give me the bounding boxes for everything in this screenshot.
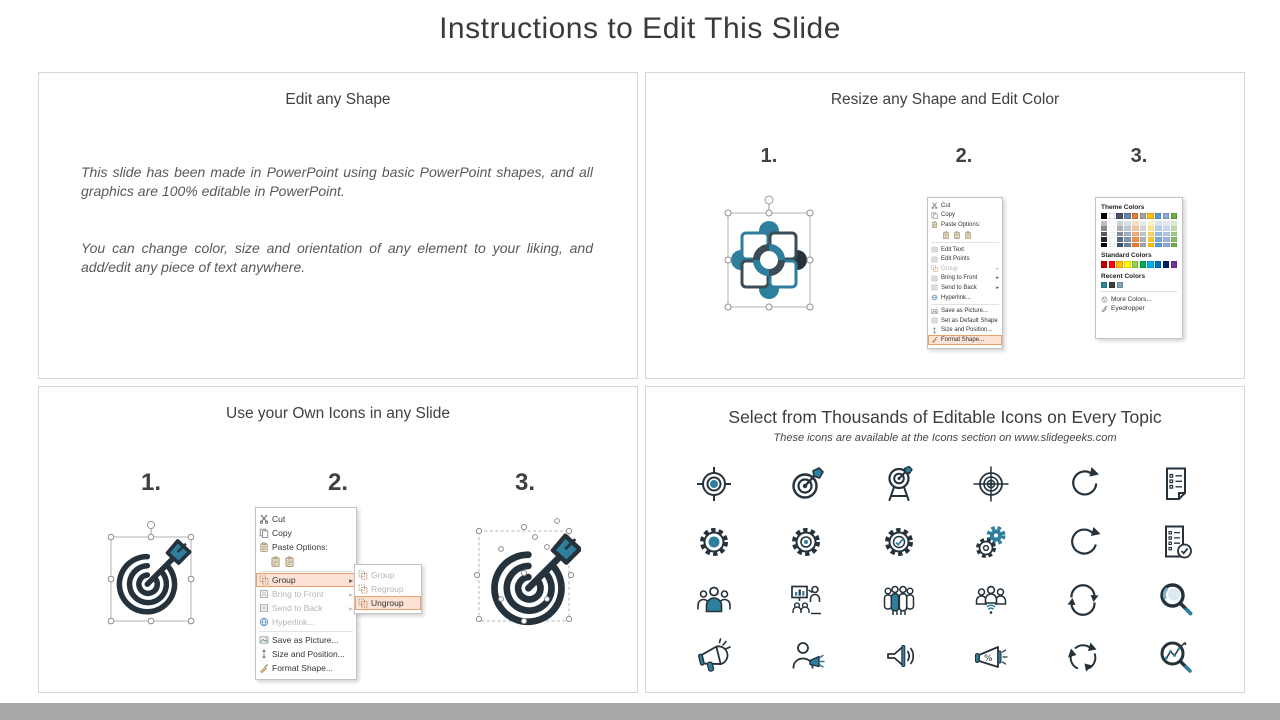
library-icon-cell[interactable] (1037, 513, 1129, 571)
color-swatch[interactable] (1132, 261, 1138, 267)
library-icon-cell[interactable] (760, 513, 852, 571)
menu-item-edit-points[interactable]: Edit Points (928, 254, 1002, 264)
copy-icon (259, 528, 269, 538)
recent-color-row (1101, 282, 1177, 288)
menu-separator (931, 304, 999, 305)
color-swatch[interactable] (1155, 261, 1161, 267)
megaphone-offer-icon (971, 638, 1011, 678)
library-icon-cell[interactable] (853, 629, 945, 687)
standard-color-row (1101, 261, 1177, 267)
size-position-icon (259, 649, 269, 659)
color-swatch[interactable] (1116, 213, 1122, 219)
step-number-1: 1. (140, 469, 162, 496)
menu-item-cut[interactable]: Cut (928, 201, 1002, 211)
submenu-arrow-icon: ▸ (996, 275, 999, 282)
clipboard-icon (931, 221, 938, 228)
slide-edge-strip (0, 703, 1280, 720)
menu-item-hyperlink[interactable]: Hyperlink... (928, 293, 1002, 303)
gear-solid-core-icon (694, 522, 734, 562)
person-megaphone-icon (786, 638, 826, 678)
group-icon (259, 575, 269, 585)
picture-icon (931, 308, 938, 315)
menu-item-copy[interactable]: Copy (256, 526, 356, 540)
library-icon-cell[interactable] (945, 571, 1037, 629)
selected-shape-preview (714, 191, 824, 321)
color-swatch[interactable] (1124, 261, 1130, 267)
color-swatch[interactable] (1109, 261, 1115, 267)
color-swatch[interactable] (1132, 213, 1138, 219)
library-icon-cell[interactable] (668, 513, 760, 571)
team-discussion-icon (971, 580, 1011, 620)
recent-colors-label: Recent Colors (1101, 272, 1146, 280)
shape-context-menu (927, 197, 1003, 349)
magnifier-icon (1156, 580, 1196, 620)
rotation-handle[interactable] (147, 521, 154, 528)
color-swatch[interactable] (1109, 213, 1115, 219)
more-colors-item[interactable]: More Colors... (1101, 295, 1177, 304)
panel-heading: Resize any Shape and Edit Color (830, 91, 1060, 108)
color-swatch[interactable] (1116, 261, 1122, 267)
send-back-icon (931, 284, 938, 291)
menu-item-send-to-back[interactable]: Send to Back ▸ (256, 601, 356, 615)
magnifier-analytics-icon (1156, 638, 1196, 678)
document-checklist-icon (1156, 464, 1196, 504)
color-swatch[interactable] (1163, 261, 1169, 267)
bring-front-icon (259, 589, 269, 599)
megaphone-announce-icon (694, 638, 734, 678)
library-icon-cell[interactable] (853, 571, 945, 629)
paste-keep-source-icon[interactable] (270, 556, 281, 567)
submenu-item-group[interactable]: Group (355, 568, 421, 582)
menu-separator (931, 242, 999, 243)
menu-item-save-as-picture[interactable]: Save as Picture... (928, 306, 1002, 316)
group-icon (931, 265, 938, 272)
menu-item-bring-to-front[interactable]: Bring to Front ▸ (928, 274, 1002, 284)
color-swatch[interactable] (1101, 213, 1107, 219)
library-icon-cell[interactable] (853, 455, 945, 513)
sync-arrows-icon (1063, 580, 1103, 620)
color-swatch[interactable] (1171, 213, 1177, 219)
color-swatch[interactable] (1124, 213, 1130, 219)
panel-subtitle: These icons are available at the Icons section on www.slidegeeks.com (773, 432, 1117, 444)
color-swatch[interactable] (1101, 282, 1107, 288)
submenu-arrow-icon: ▸ (996, 265, 999, 272)
menu-item-hyperlink[interactable]: Hyperlink... (256, 615, 356, 629)
submenu-item-regroup[interactable]: Regroup (355, 582, 421, 596)
menu-separator (259, 571, 353, 572)
library-icon-cell[interactable] (668, 455, 760, 513)
library-icon-cell[interactable] (1037, 455, 1129, 513)
menu-item-format-shape[interactable]: Format Shape... (928, 335, 1002, 345)
paste-keep-source-icon[interactable] (942, 231, 950, 239)
library-icon-cell[interactable] (1130, 629, 1222, 687)
menu-item-cut[interactable]: Cut (256, 512, 356, 526)
step-number-2: 2. (955, 145, 973, 167)
submenu-item-ungroup[interactable]: Ungroup (355, 596, 421, 610)
regroup-icon (358, 584, 368, 594)
cut-icon (931, 202, 938, 209)
library-icon-cell[interactable] (1037, 629, 1129, 687)
icon-context-menu (255, 507, 404, 680)
arrow-rotate-right-icon (1063, 464, 1103, 504)
menu-item-format-shape[interactable]: Format Shape... (256, 661, 356, 675)
format-shape-icon (931, 336, 938, 343)
color-swatch[interactable] (1155, 213, 1161, 219)
paste-picture-icon[interactable] (964, 231, 972, 239)
color-swatch[interactable] (1163, 213, 1169, 219)
library-icon-cell[interactable] (945, 455, 1037, 513)
submenu-arrow-icon: ▸ (349, 603, 353, 613)
menu-item-set-default-shape[interactable]: Set as Default Shape (928, 316, 1002, 326)
double-gears-icon (971, 522, 1011, 562)
edit-points-icon (931, 256, 938, 263)
send-back-icon (259, 603, 269, 613)
megaphone-sound-waves-icon (879, 638, 919, 678)
theme-color-row (1101, 213, 1177, 219)
color-picker-dropdown (1095, 197, 1183, 339)
menu-item-save-as-picture[interactable]: Save as Picture... (256, 633, 356, 647)
panel-own-icons (38, 386, 638, 693)
document-check-icon (1156, 522, 1196, 562)
menu-item-group[interactable]: Group ▸ (928, 264, 1002, 274)
color-swatch[interactable] (1109, 282, 1115, 288)
step-number-2: 2. (327, 469, 349, 496)
menu-item-copy[interactable]: Copy (928, 211, 1002, 221)
step-number-3: 3. (514, 469, 536, 496)
ungrouped-icon-preview (467, 511, 581, 631)
team-standing-icon (879, 580, 919, 620)
panel-body-text (81, 163, 593, 277)
submenu-arrow-icon: ▸ (349, 589, 353, 599)
submenu-arrow-icon: ▸ (349, 575, 353, 585)
edit-text-icon (931, 246, 938, 253)
default-shape-icon (931, 317, 938, 324)
paste-picture-icon[interactable] (284, 556, 295, 567)
menu-item-size-position[interactable]: Size and Position... (256, 647, 356, 661)
target-crosshair-icon (971, 464, 1011, 504)
picture-icon (259, 635, 269, 645)
library-icon-cell[interactable] (945, 629, 1037, 687)
library-icon-cell[interactable] (853, 513, 945, 571)
submenu-arrow-icon: ▸ (996, 284, 999, 291)
library-icon-cell[interactable] (945, 513, 1037, 571)
palette-icon (1101, 296, 1108, 303)
library-icon-cell[interactable] (1130, 455, 1222, 513)
theme-colors-label: Theme Colors (1101, 204, 1145, 211)
color-swatch[interactable] (1140, 261, 1146, 267)
panel-edit-any-shape (38, 72, 638, 379)
page-title: Instructions to Edit This Slide (439, 12, 841, 45)
color-swatch[interactable] (1147, 261, 1153, 267)
dartboard-dart-icon (786, 464, 826, 504)
clipboard-icon (259, 542, 269, 552)
panel-heading: Edit any Shape (285, 91, 391, 108)
paste-merge-icon[interactable] (953, 231, 961, 239)
arrow-rotate-left-icon (1063, 522, 1103, 562)
menu-item-size-position[interactable]: Size and Position... (928, 326, 1002, 336)
target-focus-icon (694, 464, 734, 504)
library-icon-cell[interactable] (1037, 571, 1129, 629)
copy-icon (931, 212, 938, 219)
library-icon-cell[interactable] (668, 571, 760, 629)
hyperlink-icon (259, 617, 269, 627)
selected-icon-preview (101, 517, 201, 629)
gear-checkmark-icon (879, 522, 919, 562)
library-icon-cell[interactable] (760, 571, 852, 629)
picker-separator (1101, 291, 1177, 292)
cycle-arrows-icon (1063, 638, 1103, 678)
gear-center-dot-icon (786, 522, 826, 562)
color-swatch[interactable] (1117, 282, 1123, 288)
paragraph-customize-info: You can change color, size and orientation of any element to your liking, and add/edit any piece of text anywhere. (81, 239, 593, 275)
library-icon-cell[interactable] (1130, 513, 1222, 571)
paste-options-row (256, 554, 356, 569)
menu-item-paste-options[interactable]: Paste Options: (928, 220, 1002, 230)
menu-item-edit-text[interactable]: Edit Text (928, 245, 1002, 255)
panel-resize-shape (645, 72, 1245, 379)
menu-item-group[interactable]: Group ▸ (256, 573, 356, 587)
library-icon-cell[interactable] (668, 629, 760, 687)
paste-options-row (928, 230, 1002, 241)
people-group-icon (694, 580, 734, 620)
standard-colors-label: Standard Colors (1101, 252, 1152, 260)
format-shape-icon (259, 663, 269, 673)
panel-heading: Use your Own Icons in any Slide (226, 405, 450, 422)
menu-item-paste-options[interactable]: Paste Options: (256, 540, 356, 554)
bring-front-icon (931, 275, 938, 282)
presentation-meeting-icon (786, 580, 826, 620)
menu-item-send-to-back[interactable]: Send to Back ▸ (928, 283, 1002, 293)
color-swatch[interactable] (1101, 261, 1107, 267)
color-swatch[interactable] (1140, 213, 1146, 219)
group-icon (358, 570, 368, 580)
menu-item-bring-to-front[interactable]: Bring to Front ▸ (256, 587, 356, 601)
ungroup-icon (358, 598, 368, 608)
step-number-3: 3. (1130, 145, 1148, 167)
color-swatch[interactable] (1147, 213, 1153, 219)
rotation-handle[interactable] (765, 196, 773, 204)
library-icon-cell[interactable] (760, 455, 852, 513)
theme-tint-grid[interactable] (1101, 221, 1177, 247)
library-icon-cell[interactable] (760, 629, 852, 687)
group-submenu (354, 564, 422, 614)
menu-separator (259, 631, 353, 632)
hyperlink-icon (931, 294, 938, 301)
library-icon-cell[interactable] (1130, 571, 1222, 629)
cut-icon (259, 514, 269, 524)
step-number-1: 1. (760, 145, 778, 167)
icon-library-grid (668, 455, 1222, 687)
target-board-stand-icon (879, 464, 919, 504)
panel-icon-library (645, 386, 1245, 693)
eyedropper-icon (1101, 305, 1108, 312)
paragraph-editable-info: This slide has been made in PowerPoint using basic PowerPoint shapes, and all graphics are 100% editable in PowerPoint. (81, 164, 593, 200)
size-position-icon (931, 327, 938, 334)
color-swatch[interactable] (1171, 261, 1177, 267)
panel-heading: Select from Thousands of Editable Icons on Every Topic (728, 407, 1162, 427)
eyedropper-item[interactable]: Eyedropper (1101, 304, 1177, 313)
